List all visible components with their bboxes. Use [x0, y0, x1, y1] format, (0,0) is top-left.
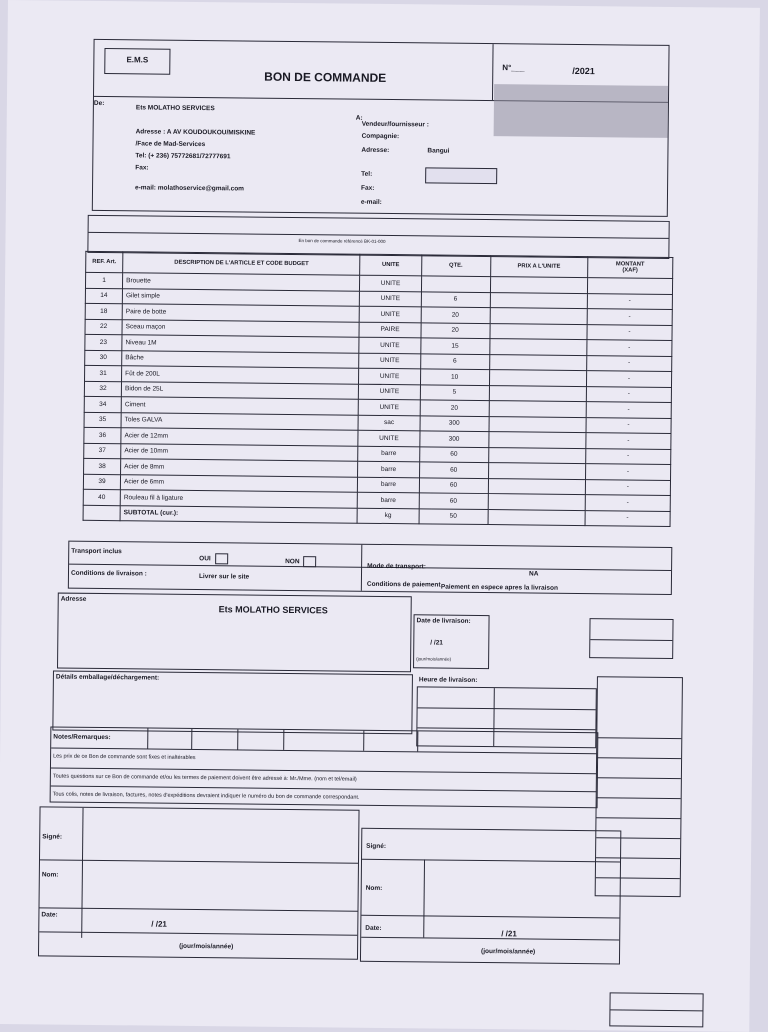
cell-qty: 60: [419, 477, 488, 493]
cell-unit: UNITE: [359, 353, 420, 369]
cell-unit-price: [489, 339, 586, 356]
delivery-conditions-label: Conditions de livraison :: [70, 569, 147, 578]
order-year: /2021: [572, 65, 595, 77]
col-unit: UNITE: [360, 254, 421, 276]
notes-block: [50, 726, 599, 808]
date-value-right: / /21: [501, 929, 517, 939]
cell-description: Rouleau fil à ligature: [120, 490, 358, 508]
cell-amount: -: [585, 448, 670, 464]
payment-conditions-value: Paiement en espece apres la livraison: [440, 583, 558, 592]
cell-amount: -: [585, 479, 670, 495]
cell-unit: UNITE: [360, 275, 421, 291]
transport-yes-label: OUI: [199, 555, 211, 563]
cell-unit: barre: [358, 492, 419, 508]
from-address: Adresse : A AV KOUDOUKOU/MISKINE: [135, 128, 256, 137]
cell-description: Acier de 12mm: [121, 428, 359, 446]
cell-description: Bidon de 25L: [121, 381, 359, 399]
transport-yes[interactable]: [199, 553, 228, 564]
cell-qty: 300: [420, 415, 489, 431]
right-box-1: [589, 618, 673, 659]
name-label-right: Nom:: [365, 884, 383, 892]
cell-description: Paire de botte: [122, 304, 360, 322]
cell-qty: 300: [419, 431, 488, 447]
cell-amount: -: [585, 495, 670, 511]
col-amount: [587, 257, 672, 279]
cell-description: SUBTOTAL (cur.):: [120, 505, 358, 523]
cell-description: Gilet simple: [122, 288, 360, 306]
cell-unit-price: [488, 463, 585, 480]
date-value-left: / /21: [151, 919, 167, 929]
cell-unit: barre: [358, 446, 419, 462]
delivery-date-box: [413, 614, 490, 669]
cell-ref: 40: [83, 489, 120, 505]
date-label-right: Date:: [365, 924, 382, 932]
transport-yes-checkbox[interactable]: [215, 553, 228, 564]
vendor-email-label: e-mail:: [360, 198, 382, 206]
cell-ref: 14: [85, 288, 122, 304]
cell-qty: 20: [421, 322, 490, 338]
cell-unit: UNITE: [359, 337, 420, 353]
cell-unit-price: [488, 447, 585, 464]
footer-box: [609, 992, 703, 1027]
header-block: [92, 39, 670, 217]
company-logo: E.M.S: [104, 48, 170, 75]
cell-qty: 60: [419, 446, 488, 462]
delivery-date-label: Date de livraison:: [416, 617, 471, 625]
cell-amount: -: [586, 355, 671, 371]
from-phone: Tel: (+ 236) 75772681/72777691: [135, 152, 231, 161]
vendor-label: Vendeur/fournisseur :: [361, 120, 429, 129]
cell-amount: [587, 278, 672, 294]
cell-amount: -: [586, 402, 671, 418]
packaging-block: [52, 671, 413, 735]
cell-unit-price: [490, 292, 587, 309]
vendor-phone-label: Tel:: [361, 170, 373, 178]
cell-qty: 6: [420, 353, 489, 369]
terms-block: [68, 541, 672, 595]
signed-label-right: Signé:: [366, 842, 387, 851]
from-email: e-mail: molathoservice@gmail.com: [135, 184, 245, 193]
cell-ref: 18: [85, 303, 122, 319]
cell-amount: -: [586, 386, 671, 402]
cell-unit-price: [488, 494, 585, 511]
cell-ref: 39: [83, 474, 120, 490]
cell-description: Fût de 200L: [122, 366, 360, 384]
cell-description: Niveau 1M: [122, 335, 360, 353]
transport-no-checkbox[interactable]: [304, 556, 317, 567]
vendor-address-value: Bangui: [427, 147, 450, 155]
cell-qty: 60: [419, 493, 488, 509]
from-company: Ets MOLATHO SERVICES: [135, 104, 215, 113]
transport-mode-label: Mode de transport:: [367, 562, 426, 571]
cell-ref: 37: [84, 443, 121, 459]
reference-note: En bon de commande référencé BK-01-000: [298, 238, 386, 244]
cell-unit-price: [489, 354, 586, 371]
cell-amount: -: [586, 433, 671, 449]
cell-unit-price: [490, 277, 587, 294]
from-fax: Fax:: [135, 164, 149, 172]
cell-ref: 30: [85, 350, 122, 366]
cell-unit: kg: [357, 508, 418, 524]
order-number-label: N°___: [502, 63, 525, 73]
cell-qty: [421, 276, 490, 292]
cell-amount: -: [587, 324, 672, 340]
cell-unit-price: [490, 323, 587, 340]
cell-amount: -: [587, 309, 672, 325]
vendor-address-label: Adresse:: [361, 146, 390, 155]
cell-unit-price: [490, 308, 587, 325]
cell-qty: 15: [420, 338, 489, 354]
cell-ref: 31: [85, 365, 122, 381]
date-label-left: Date:: [41, 911, 58, 919]
cell-unit-price: [489, 416, 586, 433]
notes-line-1: Les prix de ce Bon de commande sont fixes et inaltérables: [53, 753, 196, 762]
delivery-company: Ets MOLATHO SERVICES: [218, 604, 328, 616]
order-number-box: [494, 84, 669, 138]
cell-unit: UNITE: [360, 306, 421, 322]
cell-qty: 10: [420, 369, 489, 385]
items-table: [83, 251, 674, 527]
payment-conditions-label: Conditions de paiement: [366, 580, 441, 589]
cell-description: Toles GALVA: [121, 412, 359, 430]
cell-unit-price: [489, 401, 586, 418]
col-amount-currency: (XAF): [622, 267, 638, 274]
col-ref: REF. Art.: [86, 251, 123, 272]
cell-description: Brouette: [123, 273, 361, 291]
cell-amount: -: [586, 417, 671, 433]
notes-label: Notes/Remarques:: [53, 733, 111, 742]
cell-amount: -: [587, 293, 672, 309]
signature-left: [38, 806, 360, 959]
cell-amount: -: [585, 464, 670, 480]
cell-ref: 23: [85, 334, 122, 350]
delivery-date-format: (jour/mois/année): [416, 656, 452, 662]
cell-unit: UNITE: [359, 384, 420, 400]
notes-line-3: Tous colis, notes de livraison, factures, notes d'expéditions devraient indiquer le numéro du bon de commande correspondant.: [52, 791, 360, 801]
cell-qty: 20: [421, 307, 490, 323]
notes-line-2: Toutes questions sur ce Bon de commande et/ou les termes de paiement doivent être adressé à: Mr./Mme. (nom et tel/email): [52, 773, 357, 783]
cell-amount: -: [587, 340, 672, 356]
signature-right: [360, 828, 621, 965]
cell-qty: 6: [421, 291, 490, 307]
cell-ref: 22: [85, 319, 122, 335]
delivery-block: [57, 593, 412, 673]
cell-unit: UNITE: [359, 368, 420, 384]
cell-description: Acier de 8mm: [121, 459, 359, 477]
packaging-label: Détails emballage/déchargement:: [55, 673, 160, 682]
cell-description: Bâche: [122, 350, 360, 368]
signed-label-left: Signé:: [42, 833, 63, 841]
cell-unit: UNITE: [360, 291, 421, 307]
company-label: Compagnie:: [361, 132, 400, 141]
cell-ref: 34: [84, 396, 121, 412]
name-label-left: Nom:: [41, 871, 59, 879]
from-label: De:: [93, 99, 105, 108]
cell-unit: barre: [358, 477, 419, 493]
cell-ref: 32: [84, 381, 121, 397]
to-label: A:: [355, 114, 363, 122]
col-description: DESCRIPTION DE L'ARTICLE ET CODE BUDGET: [123, 252, 361, 275]
col-amount-title: MONTANT: [615, 261, 645, 268]
cell-ref: 1: [85, 272, 122, 288]
cell-unit: PAIRE: [359, 322, 420, 338]
cell-unit: UNITE: [359, 399, 420, 415]
vendor-phone-field[interactable]: [425, 167, 497, 184]
delivery-time-label: Heure de livraison:: [418, 676, 478, 684]
delivery-date-value: / /21: [430, 639, 443, 647]
delivery-address-label: Adresse: [60, 595, 87, 603]
cell-unit-price: [489, 385, 586, 402]
vendor-fax-label: Fax:: [361, 184, 375, 192]
cell-unit: sac: [358, 415, 419, 431]
transport-mode-value: NA: [528, 570, 539, 578]
cell-unit-price: [488, 509, 585, 526]
transport-included-label: Transport inclus: [71, 547, 122, 556]
cell-description: Acier de 6mm: [120, 474, 358, 492]
page-title: BON DE COMMANDE: [264, 69, 387, 85]
cell-qty: 20: [420, 400, 489, 416]
cell-ref: 36: [84, 427, 121, 443]
cell-unit: barre: [358, 461, 419, 477]
cell-description: Ciment: [121, 397, 359, 415]
cell-description: Sceau maçon: [122, 319, 360, 337]
cell-unit-price: [489, 432, 586, 449]
delivery-conditions-value: Livrer sur le site: [198, 573, 250, 581]
cell-unit-price: [488, 478, 585, 495]
transport-no-label: NON: [285, 558, 300, 566]
cell-ref: [83, 505, 120, 521]
cell-qty: 50: [419, 508, 488, 524]
col-qty: QTE.: [421, 255, 490, 277]
transport-no[interactable]: [285, 556, 317, 567]
cell-unit: UNITE: [358, 430, 419, 446]
cell-unit-price: [489, 370, 586, 387]
cell-amount: -: [585, 510, 670, 526]
cell-description: Acier de 10mm: [121, 443, 359, 461]
cell-ref: 35: [84, 412, 121, 428]
cell-amount: -: [586, 371, 671, 387]
col-unit-price: PRIX A L'UNITE: [490, 256, 587, 278]
date-format-left: (jour/mois/année): [179, 942, 234, 951]
cell-qty: 60: [419, 462, 488, 478]
from-address-2: /Face de Mad-Services: [135, 140, 206, 149]
cell-qty: 5: [420, 384, 489, 400]
date-format-right: (jour/mois/année): [481, 948, 536, 956]
cell-ref: 38: [84, 458, 121, 474]
